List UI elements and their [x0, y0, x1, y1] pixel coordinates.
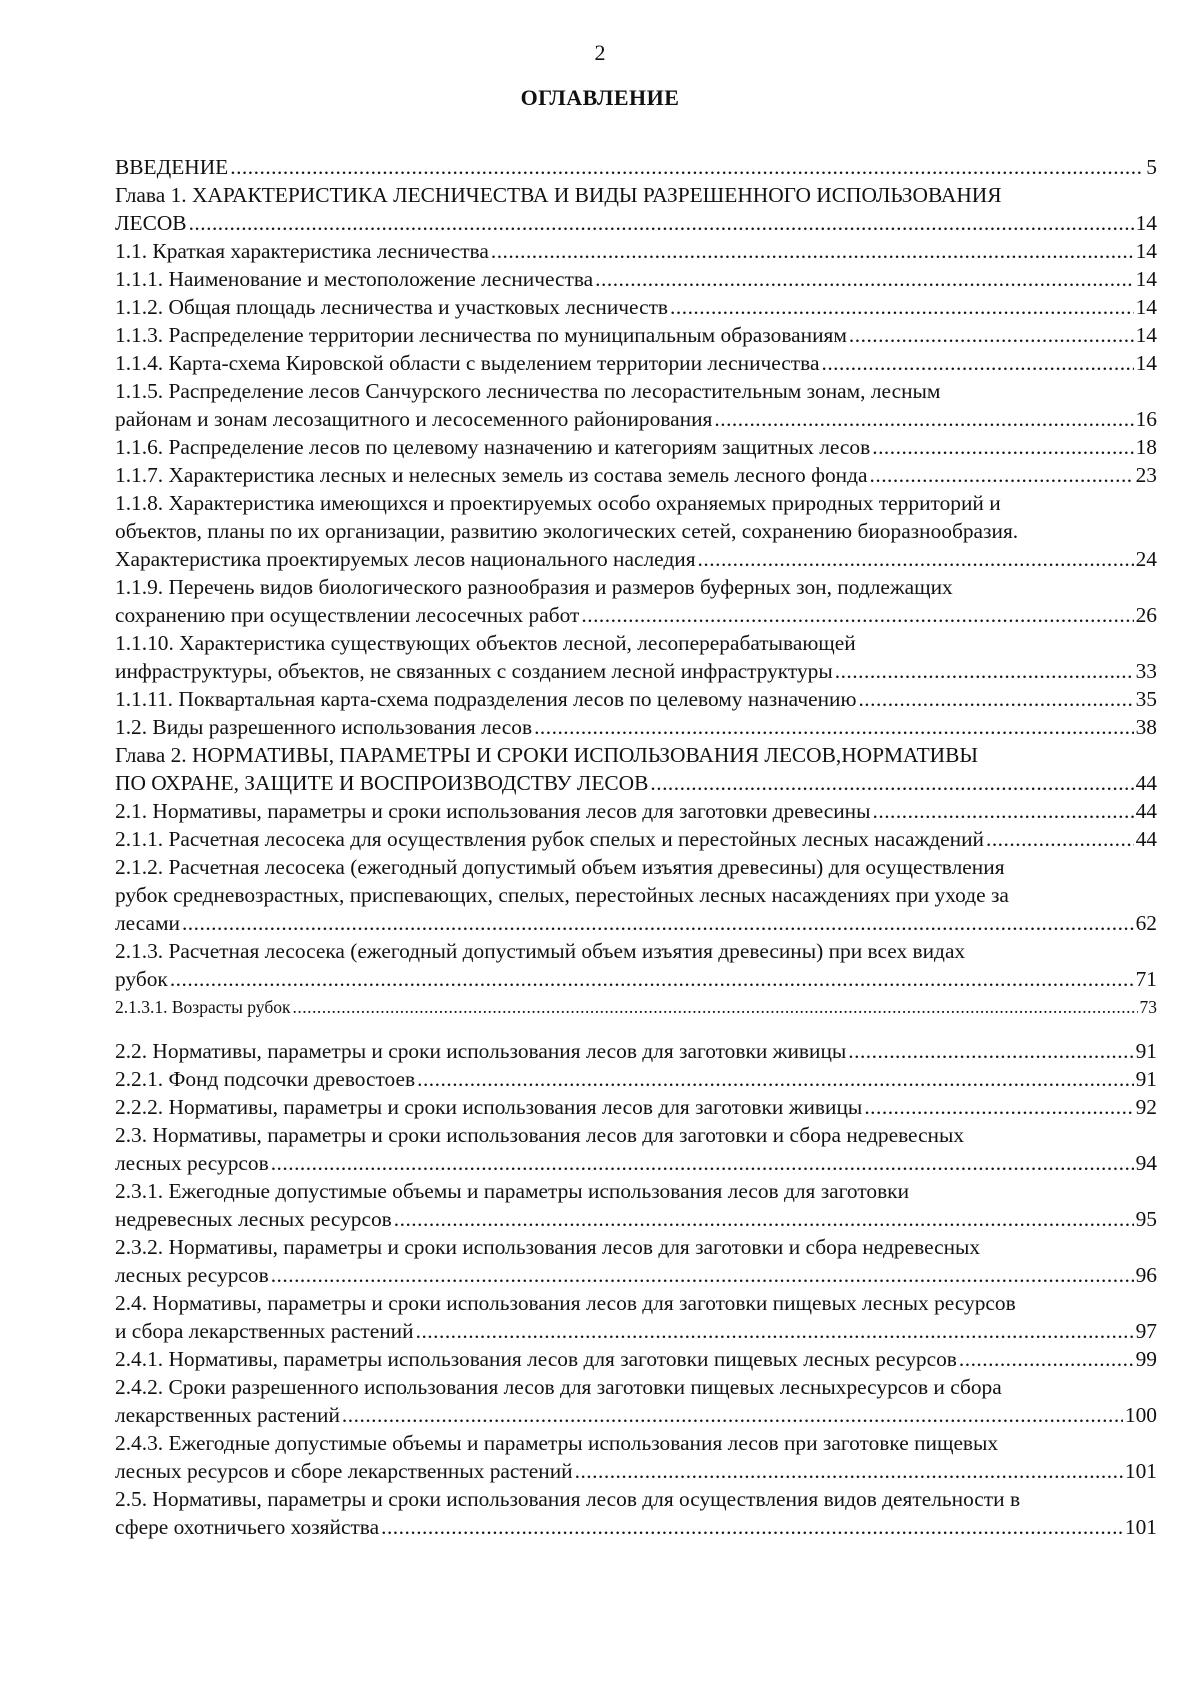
toc-page-number: 100	[1124, 1403, 1157, 1427]
toc-page-number: 101	[1124, 1459, 1157, 1483]
toc-entry-text: ПО ОХРАНЕ, ЗАЩИТЕ И ВОСПРОИЗВОДСТВУ ЛЕСОВ	[115, 771, 649, 795]
toc-page-number: 94	[1135, 1151, 1157, 1175]
toc-entry	[115, 1345, 1157, 1373]
toc-page-number: 35	[1135, 687, 1157, 711]
toc-page-number: 62	[1135, 911, 1157, 935]
toc-entry-last-line	[115, 1093, 1157, 1121]
toc-entry-text: недревесных лесных ресурсов	[115, 1207, 392, 1231]
toc-entry-text-line: 2.4.3. Ежегодные допустимые объемы и параметры использования лесов при заготовке пищевых	[115, 1431, 999, 1455]
toc-entry	[115, 153, 1157, 181]
toc-entry-text: 1.1.6. Распределение лесов по целевому назначению и категориям защитных лесов	[115, 435, 871, 459]
toc-entry-text: 2.1.3.1. Возрасты рубок	[115, 997, 291, 1017]
dot-leader	[342, 1401, 1123, 1429]
dot-leader	[714, 405, 1133, 433]
toc-entry-last-line	[115, 1261, 1157, 1289]
dot-leader	[534, 713, 1134, 741]
toc-page-number: 14	[1135, 295, 1157, 319]
toc-entry-text-line: Глава 1. ХАРАКТЕРИСТИКА ЛЕСНИЧЕСТВА И ВИДЫ РАЗРЕШЕННОГО ИСПОЛЬЗОВАНИЯ	[115, 183, 1002, 207]
dot-leader	[394, 1205, 1134, 1233]
toc-entry-text: 2.1. Нормативы, параметры и сроки использования лесов для заготовки древесины	[115, 799, 871, 823]
toc-page-number: 14	[1135, 323, 1157, 347]
toc-entry-text: 1.1.11. Поквартальная карта-схема подразделения лесов по целевому назначению	[115, 687, 857, 711]
dot-leader	[986, 825, 1134, 853]
toc-entry	[115, 293, 1157, 321]
toc-entry	[115, 433, 1157, 461]
toc-page-number: 44	[1135, 799, 1157, 823]
page-title: ОГЛАВЛЕНИЕ	[520, 85, 680, 110]
toc-page-number: 14	[1135, 211, 1157, 235]
toc-entry	[115, 741, 1157, 797]
dot-leader	[189, 209, 1134, 237]
toc-entry-text: 2.1.1. Расчетная лесосека для осуществления рубок спелых и перестойных лесных насаждений	[115, 827, 984, 851]
toc-entry-last-line	[115, 209, 1157, 237]
toc-entry-text: лесных ресурсов	[115, 1151, 269, 1175]
toc-entry	[115, 1037, 1157, 1065]
dot-leader	[698, 545, 1134, 573]
dot-leader	[670, 293, 1134, 321]
toc-entry-text: 1.1.3. Распределение территории лесничества по муниципальным образованиям	[115, 323, 847, 347]
toc-page-number: 71	[1135, 967, 1157, 991]
dot-leader	[292, 993, 1137, 1021]
dot-leader	[575, 1457, 1123, 1485]
toc-entry	[115, 1289, 1157, 1345]
toc-entry-last-line	[115, 237, 1157, 265]
toc-entry-text: 1.1.4. Карта-схема Кировской области с выделением территории лесничества	[115, 351, 820, 375]
toc-page-number: 38	[1135, 715, 1157, 739]
toc-entry-text-line: объектов, планы по их организации, развитию экологических сетей, сохранению биоразнообразия.	[115, 519, 1019, 543]
toc-page-number: 23	[1135, 463, 1157, 487]
toc-entry-text: 2.2.2. Нормативы, параметры и сроки использования лесов для заготовки живицы	[115, 1095, 863, 1119]
dot-leader	[835, 657, 1134, 685]
dot-leader	[873, 797, 1134, 825]
dot-leader	[417, 1065, 1134, 1093]
toc-entry-last-line	[115, 405, 1157, 433]
dot-leader	[849, 321, 1134, 349]
toc-entry	[115, 853, 1157, 937]
toc-entry-text-line: 1.1.10. Характеристика существующих объектов лесной, лесоперерабатывающей	[115, 631, 856, 655]
toc-entry-last-line	[115, 1513, 1157, 1541]
toc-page-number: 14	[1135, 351, 1157, 375]
toc-entry-text: сохранению при осуществлении лесосечных работ	[115, 603, 580, 627]
toc-entry	[115, 1065, 1157, 1093]
toc-entry	[115, 797, 1157, 825]
toc-entry-text-line: 1.1.9. Перечень видов биологического разнообразия и размеров буферных зон, подлежащих	[115, 575, 953, 599]
toc-entry	[115, 265, 1157, 293]
dot-leader	[182, 909, 1134, 937]
toc-entry-text: сфере охотничьего хозяйства	[115, 1515, 380, 1539]
toc-entry-text-line: рубок средневозрастных, приспевающих, спелых, перестойных лесных насаждениях при уходе за	[115, 883, 1009, 907]
toc-entry-last-line	[115, 993, 1157, 1021]
toc-page-number: 44	[1135, 771, 1157, 795]
toc-entry-text: рубок	[115, 967, 168, 991]
toc-entry-text: Характеристика проектируемых лесов национального наследия	[115, 547, 696, 571]
toc-entry-last-line	[115, 797, 1157, 825]
toc-entry-last-line	[115, 321, 1157, 349]
toc-entry	[115, 629, 1157, 685]
toc-entry	[115, 1233, 1157, 1289]
toc-entry-text: 2.2. Нормативы, параметры и сроки использования лесов для заготовки живицы	[115, 1039, 847, 1063]
toc-page-number: 73	[1139, 997, 1157, 1017]
toc-entry-text: 1.2. Виды разрешенного использования лесов	[115, 715, 533, 739]
dot-leader	[864, 1093, 1133, 1121]
toc-entry	[115, 377, 1157, 433]
toc-entry-text-line: 2.5. Нормативы, параметры и сроки использования лесов для осуществления видов деятельности в	[115, 1487, 1021, 1511]
toc-entry-text: 2.4.1. Нормативы, параметры использования лесов для заготовки пищевых лесных ресурсов	[115, 1347, 957, 1371]
toc-page-number: 91	[1135, 1039, 1157, 1063]
toc-entry-text-line: 2.4.2. Сроки разрешенного использования лесов для заготовки пищевых лесныхресурсов и сбора	[115, 1375, 1002, 1399]
dot-leader	[650, 769, 1133, 797]
toc-entry-last-line	[115, 657, 1157, 685]
toc-entry-last-line	[115, 265, 1157, 293]
toc-entry	[115, 1121, 1157, 1177]
toc-entry-last-line	[115, 1317, 1157, 1345]
toc-entry-last-line	[115, 153, 1157, 181]
toc-entry	[115, 993, 1157, 1021]
toc-entry-text-line: Глава 2. НОРМАТИВЫ, ПАРАМЕТРЫ И СРОКИ ИСПОЛЬЗОВАНИЯ ЛЕСОВ,НОРМАТИВЫ	[115, 743, 979, 767]
dot-leader	[271, 1261, 1134, 1289]
toc-entry-text-line: 2.3.1. Ежегодные допустимые объемы и параметры использования лесов для заготовки	[115, 1179, 910, 1203]
toc-entry-last-line	[115, 1205, 1157, 1233]
toc-entry-text: лесных ресурсов	[115, 1263, 269, 1287]
dot-leader	[858, 685, 1133, 713]
toc-entry-text: 1.1.7. Характеристика лесных и нелесных земель из состава земель лесного фонда	[115, 463, 868, 487]
toc-entry	[115, 937, 1157, 993]
dot-leader	[595, 265, 1133, 293]
toc-entry-last-line	[115, 1037, 1157, 1065]
toc-entry-last-line	[115, 1345, 1157, 1373]
toc-entry-text-line: 1.1.8. Характеристика имеющихся и проектируемых особо охраняемых природных территорий и	[115, 491, 1001, 515]
dot-leader	[416, 1317, 1134, 1345]
toc-entry-text-line: 2.3.2. Нормативы, параметры и сроки использования лесов для заготовки и сбора недревесных	[115, 1235, 981, 1259]
toc-entry-last-line	[115, 713, 1157, 741]
toc-entry-last-line	[115, 1149, 1157, 1177]
toc-entry	[115, 181, 1157, 237]
toc-entry-last-line	[115, 433, 1157, 461]
page-number: 2	[594, 40, 606, 65]
toc-entry-last-line	[115, 1065, 1157, 1093]
table-of-contents	[115, 153, 1157, 1541]
dot-leader	[872, 433, 1133, 461]
toc-entry	[115, 685, 1157, 713]
toc-entry-last-line	[115, 769, 1157, 797]
dot-leader	[170, 965, 1134, 993]
toc-entry-last-line	[115, 965, 1157, 993]
toc-entry-text: ЛЕСОВ	[115, 211, 187, 235]
toc-entry-text: 1.1.2. Общая площадь лесничества и участковых лесничеств	[115, 295, 669, 319]
toc-page-number: 91	[1135, 1067, 1157, 1091]
toc-entry-last-line	[115, 685, 1157, 713]
toc-entry	[115, 573, 1157, 629]
toc-entry	[115, 461, 1157, 489]
toc-entry-last-line	[115, 293, 1157, 321]
dot-leader	[848, 1037, 1133, 1065]
toc-entry-text: инфраструктуры, объектов, не связанных с созданием лесной инфраструктуры	[115, 659, 833, 683]
toc-entry-text: районам и зонам лесозащитного и лесосеменного районирования	[115, 407, 713, 431]
toc-entry-text: лесами	[115, 911, 180, 935]
toc-page-number: 96	[1135, 1263, 1157, 1287]
toc-entry	[115, 237, 1157, 265]
toc-entry-text: 1.1. Краткая характеристика лесничества	[115, 239, 489, 263]
toc-entry-last-line	[115, 601, 1157, 629]
toc-entry	[115, 1485, 1157, 1541]
dot-leader	[870, 461, 1134, 489]
toc-page-number: 18	[1135, 435, 1157, 459]
toc-entry	[115, 1373, 1157, 1429]
dot-leader	[491, 237, 1134, 265]
toc-entry-text: ВВЕДЕНИЕ	[115, 155, 229, 179]
toc-entry	[115, 1093, 1157, 1121]
toc-entry	[115, 1429, 1157, 1485]
toc-page-number: 16	[1135, 407, 1157, 431]
dot-leader	[821, 349, 1133, 377]
toc-entry-text-line: 2.3. Нормативы, параметры и сроки использования лесов для заготовки и сбора недревесных	[115, 1123, 965, 1147]
toc-entry-text-line: 1.1.5. Распределение лесов Санчурского лесничества по лесорастительным зонам, лесным	[115, 379, 941, 403]
dot-leader	[271, 1149, 1134, 1177]
toc-entry	[115, 321, 1157, 349]
toc-entry-last-line	[115, 909, 1157, 937]
toc-entry-text: и сбора лекарственных растений	[115, 1319, 414, 1343]
dot-leader	[959, 1345, 1134, 1373]
toc-entry-last-line	[115, 1401, 1157, 1429]
toc-entry	[115, 1177, 1157, 1233]
toc-entry	[115, 489, 1157, 573]
toc-page-number: 26	[1135, 603, 1157, 627]
toc-page-number: 97	[1135, 1319, 1157, 1343]
toc-page-number: 14	[1135, 239, 1157, 263]
toc-entry	[115, 825, 1157, 853]
toc-entry-text: 2.2.1. Фонд подсочки древостоев	[115, 1067, 416, 1091]
dot-leader	[581, 601, 1133, 629]
toc-entry-text-line: 2.1.2. Расчетная лесосека (ежегодный допустимый объем изъятия древесины) для осуществления	[115, 855, 1005, 879]
toc-entry-last-line	[115, 1457, 1157, 1485]
toc-page-number: 24	[1135, 547, 1157, 571]
dot-leader	[230, 153, 1144, 181]
toc-entry-last-line	[115, 461, 1157, 489]
toc-entry	[115, 349, 1157, 377]
toc-entry	[115, 713, 1157, 741]
toc-entry-last-line	[115, 825, 1157, 853]
toc-page-number: 99	[1135, 1347, 1157, 1371]
toc-page-number: 5	[1146, 155, 1157, 179]
toc-page-number: 92	[1135, 1095, 1157, 1119]
toc-entry-text: лекарственных растений	[115, 1403, 340, 1427]
toc-entry-text-line: 2.1.3. Расчетная лесосека (ежегодный допустимый объем изъятия древесины) при всех видах	[115, 939, 966, 963]
toc-entry-text-line: 2.4. Нормативы, параметры и сроки использования лесов для заготовки пищевых лесных ресурсов	[115, 1291, 1016, 1315]
toc-page-number: 44	[1135, 827, 1157, 851]
toc-page-number: 14	[1135, 267, 1157, 291]
toc-entry-text: 1.1.1. Наименование и местоположение лесничества	[115, 267, 594, 291]
toc-entry-text: лесных ресурсов и сборе лекарственных растений	[115, 1459, 573, 1483]
toc-entry-last-line	[115, 545, 1157, 573]
toc-entry-last-line	[115, 349, 1157, 377]
toc-page-number: 33	[1135, 659, 1157, 683]
dot-leader	[381, 1513, 1123, 1541]
toc-page-number: 101	[1124, 1515, 1157, 1539]
toc-page-number: 95	[1135, 1207, 1157, 1231]
